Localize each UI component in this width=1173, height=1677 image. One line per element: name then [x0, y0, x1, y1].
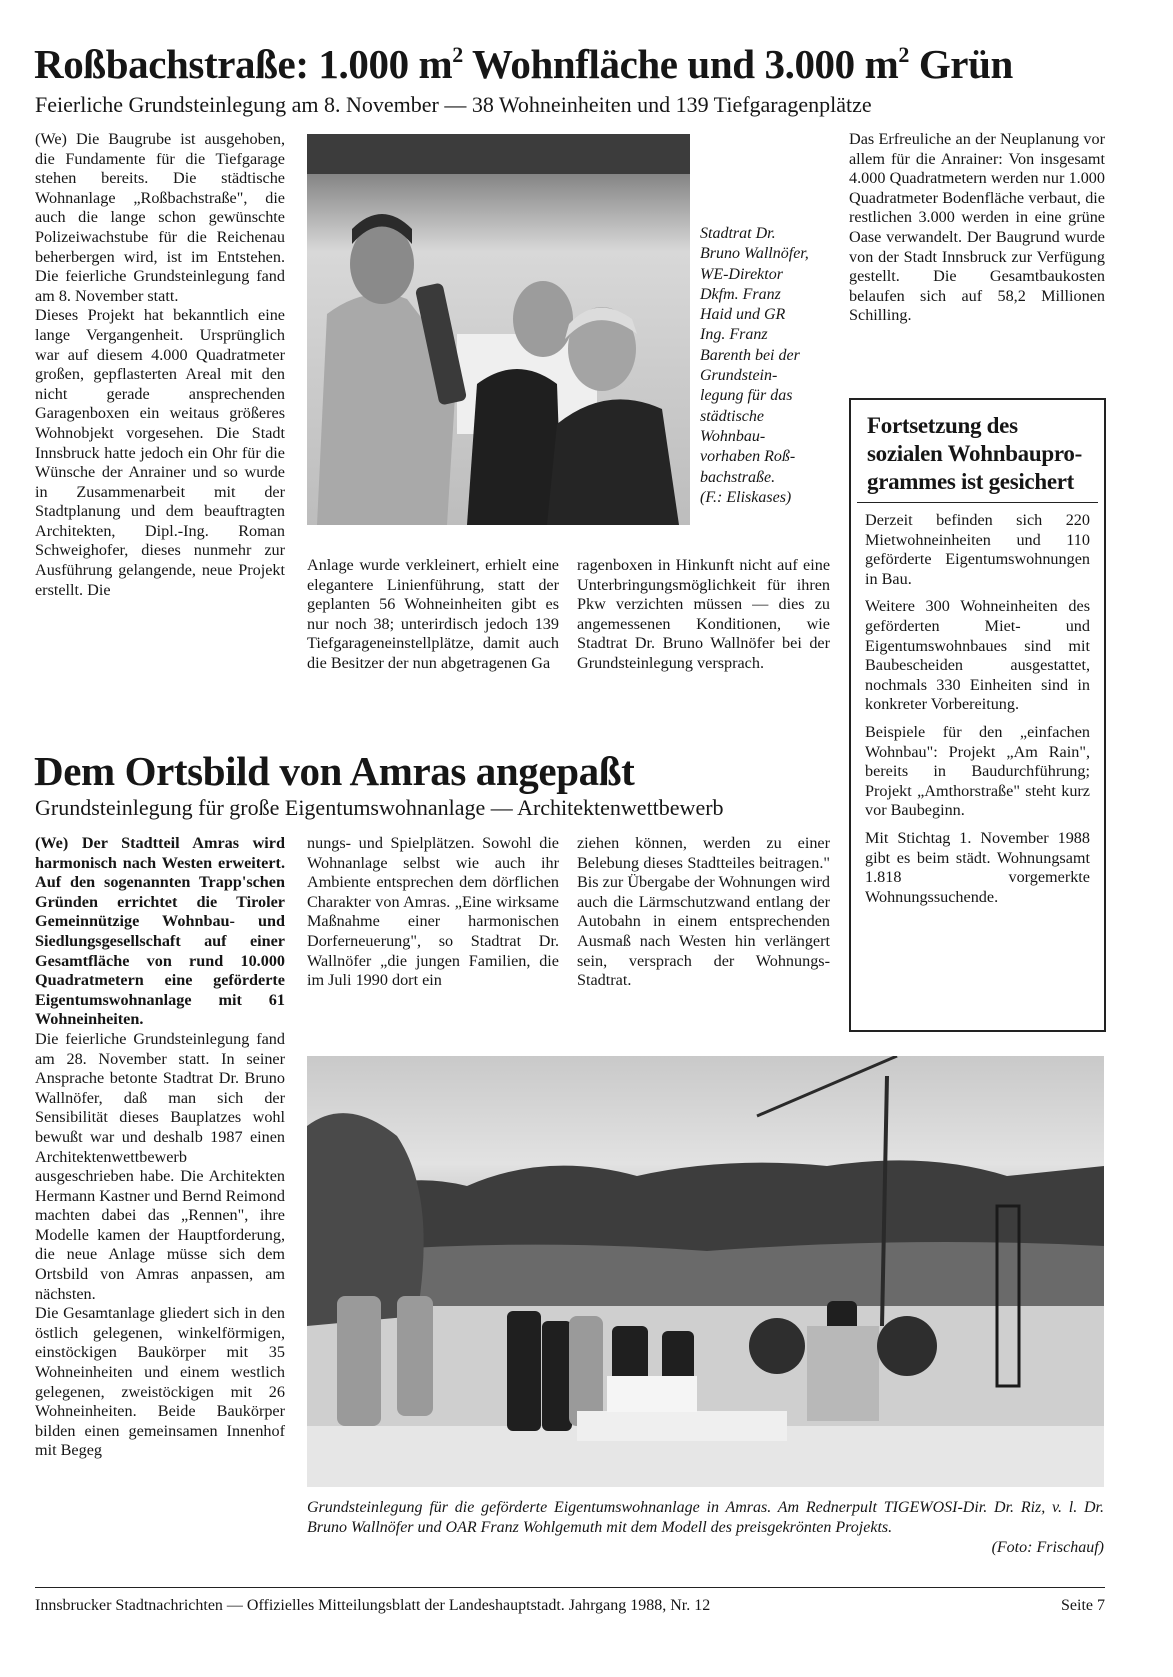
sidebar-box-paragraph-3: Beispiele für den „einfachen Wohnbau": Projekt „Am Rain", bereits in Baudurchführung; Projekt „Amthorstraße" steht kurz vor Baubeginn. [865, 722, 1090, 820]
article2-column-2: nungs- und Spielplätzen. Sowohl die Wohnanlage selbst wie auch ihr Ambiente entsprechen dem dörflichen Charakter von Amras. „Eine wirksame Maßnahme einer harmonischen Dorferneuerung", so Stadtrat Dr. Wallnöfer „die jungen Familien, die im Juli 1990 dort ein [307, 834, 559, 990]
footer-publication: Innsbrucker Stadtnachrichten — Offizielles Mitteilungsblatt der Landeshauptstadt. Jahrgang 1988, Nr. 12 [35, 1597, 711, 1614]
article2-subheadline: Grundsteinlegung für große Eigentumswohnanlage — Architektenwettbewerb [35, 795, 724, 820]
sidebar-box-title: Fortsetzung des sozialen Wohnbauprogrammes ist gesichert [857, 412, 1098, 503]
article1-subheadline: Feierliche Grundsteinlegung am 8. November — 38 Wohneinheiten und 139 Tiefgaragenplätze [35, 92, 872, 117]
sidebar-box [849, 398, 1106, 1032]
sidebar-box-paragraph-2: Weitere 300 Wohneinheiten des geförderten Miet- und Eigentumswohnbaues sind mit Baubescheiden ausgestattet, nochmals 330 Einheiten sind in konkreter Vorbereitung. [865, 597, 1090, 714]
article1-headline: Roßbachstraße: 1.000 $m^2$ Wohnfläche und 3.000 $m^2$ Grün [34, 41, 1013, 87]
article2-lead: (We) Der Stadtteil Amras wird harmonisch nach Westen erweitert. Auf den sogenannten Trapp'schen Gründen errichtet die Tiroler Gemeinnützige Wohnbau- und Siedlungsgesellschaft auf einer Gesamtfläche von rund 10.000 Quadratmetern eine geförderte Eigentumswohnanlage mit 61 Wohneinheiten. [35, 834, 285, 1029]
article1-caption-text: Stadtrat Dr. Bruno Wallnöfer, WE-Direktor Dkfm. Franz Haid und GR Ing. Franz Barenth bei der Grundsteinlegung für das städtische Wohnbauvorhaben Roßbachstraße. [700, 225, 809, 486]
footer-page-number: Seite 7 [1061, 1597, 1105, 1614]
construction-site-photo-image [307, 1056, 1104, 1487]
article1-column-1 [35, 130, 285, 600]
article2-caption-text: Grundsteinlegung für die geförderte Eigentumswohnanlage in Amras. Am Rednerpult TIGEWOSI-Dir. Dr. Riz, v. l. Dr. Bruno Wallnöfer und OAR Franz Wohlgemuth mit dem Modell des preisgekrönten Projekts. [307, 1499, 1104, 1536]
article2-photo-caption [307, 1498, 1104, 1556]
article1-column-3: ragenboxen in Hinkunft nicht auf eine Unterbringungsmöglichkeit für ihren Pkw verzichten müssen — dies zu angemessenen Konditionen, wie Stadtrat Dr. Bruno Wallnöfer bei der Grundsteinlegung versprach. [577, 556, 830, 672]
article1-photo-credit: (F.: Eliskases) [700, 488, 792, 506]
article2-headline: Dem Ortsbild von Amras angepaßt [34, 748, 635, 794]
article2-photo-credit: (Foto: Frischauf) [991, 1539, 1104, 1556]
article1-column-2: Anlage wurde verkleinert, erhielt eine elegantere Linienführung, statt der geplanten 56 Wohneinheiten gibt es nur noch 38; unterirdisch jedoch 139 Tiefgarageneinstellplätze, damit auch die Besitzer der nun abgetragenen Ga [307, 556, 559, 672]
article1-column-4: Das Erfreuliche an der Neuplanung vor allem für die Anrainer: Von insgesamt 4.000 Quadratmetern werden nur 1.000 Quadratmeter Bodenfläche verbaut, die restlichen 3.000 werden in eine grüne Oase verwandelt. Der Baugrund wurde von der Stadt Innsbruck zur Verfügung gestellt. Die Gesamtbaukosten belaufen sich auf 58,2 Millionen Schilling. [849, 130, 1105, 325]
article2-photo [307, 1056, 1104, 1487]
sidebar-box-paragraph-1: Derzeit befinden sich 220 Mietwohneinheiten und 110 geförderte Eigentumswohnungen in Bau. [865, 511, 1090, 588]
sidebar-box-paragraph-4: Mit Stichtag 1. November 1988 gibt es beim städt. Wohnungsamt 1.818 vorgemerkte Wohnungssuchende. [865, 828, 1090, 906]
article1-paragraph-1: (We) Die Baugrube ist ausgehoben, die Fundamente für die Tiefgarage stehen bereits. Die städtische Wohnanlage „Roßbachstraße", die auch die lange schon gewünschte Polizeiwachstube für die Reichenau beherbergen wird, ist im Entstehen. Die feierliche Grundsteinlegung fand am 8. November statt. [35, 130, 285, 305]
ceremony-photo-image [307, 134, 690, 525]
footer-rule [35, 1587, 1105, 1588]
article1-photo [307, 134, 690, 525]
article2-paragraph-1: Die feierliche Grundsteinlegung fand am 28. November statt. In seiner Ansprache betonte Stadtrat Dr. Bruno Wallnöfer, daß man sich der Sensibilität dieses Bauplatzes wohl bewußt war und deshalb 1987 einen Architektenwettbewerb ausgeschrieben habe. Die Architekten Hermann Kastner und Bernd Reimond machten dabei das „Rennen", ihre Modelle kamen der Hauptforderung, die neue Anlage müsse sich dem Ortsbild von Amras anpassen, am nächsten. [35, 1029, 285, 1303]
article1-paragraph-2: Dieses Projekt hat bekanntlich eine lange Vergangenheit. Ursprünglich war auf diesem 4.000 Quadratmeter großen, gepflasterten Areal mit den nicht gerade ansprechenden Garagenboxen ein weitaus größeres Wohnobjekt vorgesehen. Die Stadt Innsbruck hatte jedoch ein Ohr für die Wünsche der Anrainer und so wurde in Zusammenarbeit mit der Stadtplanung und dem beauftragten Architekten, Dipl.-Ing. Roman Schweighofer, dieses nunmehr zur Ausführung gelangende, neue Projekt erstellt. Die [35, 306, 285, 599]
article2-paragraph-2: Die Gesamtanlage gliedert sich in den östlich gelegenen, winkelförmigen, einstöckigen Baukörper mit 35 Wohneinheiten und einem westlich gelegenen, zweistöckigen mit 26 Wohneinheiten. Beide Baukörper bilden einen gemeinsamen Innenhof mit Begeg [35, 1304, 285, 1460]
article2-column-1 [35, 834, 285, 1461]
article2-column-3: ziehen können, werden zu einer Belebung dieses Stadtteiles beitragen." Bis zur Übergabe der Wohnungen wird auch die Lärmschutzwand entlang der Autobahn in einem entsprechenden Ausmaß nach Westen hin verlängert sein, versprach der Wohnungs-Stadtrat. [577, 834, 830, 990]
article1-photo-caption [700, 224, 810, 508]
